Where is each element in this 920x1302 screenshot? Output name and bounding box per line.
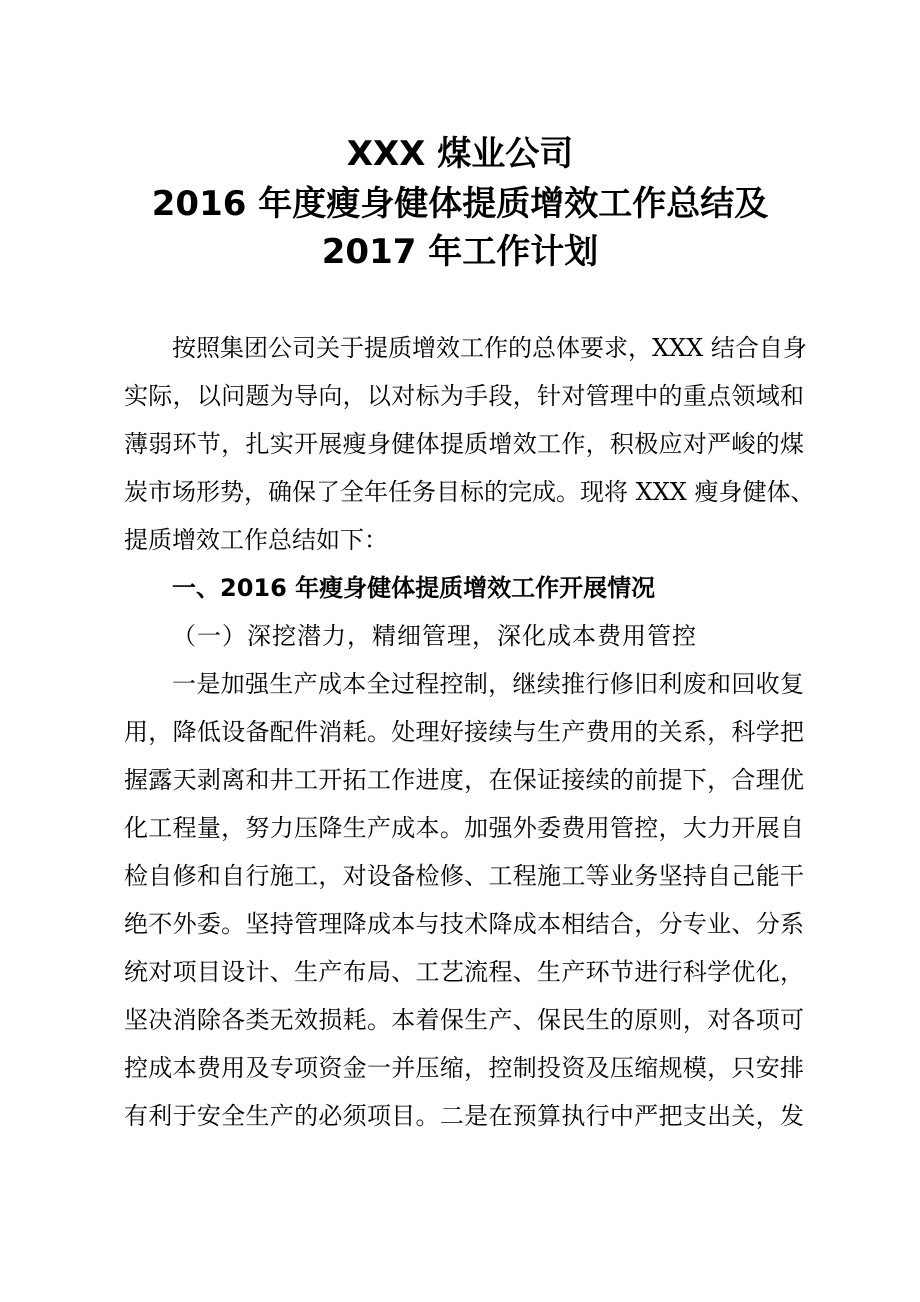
- document-title-line-3: 2017 年工作计划: [321, 232, 599, 272]
- intro-line: 薄弱环节，扎实开展瘦身健体提质增效工作，积极应对严峻的煤: [124, 430, 804, 458]
- body-line: 检自修和自行施工，对设备检修、工程施工等业务坚持自己能干: [124, 862, 804, 890]
- intro-line: 提质增效工作总结如下：: [124, 526, 388, 554]
- intro-line: 实际，以问题为导向，以对标为手段，针对管理中的重点领域和: [124, 382, 804, 410]
- body-line: 化工程量，努力压降生产成本。加强外委费用管控，大力开展自: [124, 814, 804, 842]
- body-line: 控成本费用及专项资金一并压缩，控制投资及压缩规模，只安排: [124, 1054, 804, 1082]
- subsection-heading: （一）深挖潜力，精细管理，深化成本费用管控: [172, 622, 697, 650]
- body-line: 坚决消除各类无效损耗。本着保生产、保民生的原则，对各项可: [124, 1006, 804, 1034]
- body-line: 握露天剥离和井工开拓工作进度，在保证接续的前提下，合理优: [124, 766, 804, 794]
- intro-line: 炭市场形势，确保了全年任务目标的完成。现将 XXX 瘦身健体、: [124, 478, 815, 506]
- body-line: 用，降低设备配件消耗。处理好接续与生产费用的关系，科学把: [124, 718, 804, 746]
- body-line: 统对项目设计、生产布局、工艺流程、生产环节进行科学优化，: [124, 958, 804, 986]
- body-line: 绝不外委。坚持管理降成本与技术降成本相结合，分专业、分系: [124, 910, 804, 938]
- section-heading: 一、2016 年瘦身健体提质增效工作开展情况: [172, 574, 656, 602]
- intro-line: 按照集团公司关于提质增效工作的总体要求，XXX 结合自身: [172, 334, 807, 362]
- body-line: 一是加强生产成本全过程控制，继续推行修旧利废和回收复: [172, 670, 804, 698]
- body-line: 有利于安全生产的必须项目。二是在预算执行中严把支出关，发: [124, 1102, 804, 1130]
- document-title-line-1: XXX 煤业公司: [346, 134, 574, 174]
- document-title-line-2: 2016 年度瘦身健体提质增效工作总结及: [151, 184, 769, 224]
